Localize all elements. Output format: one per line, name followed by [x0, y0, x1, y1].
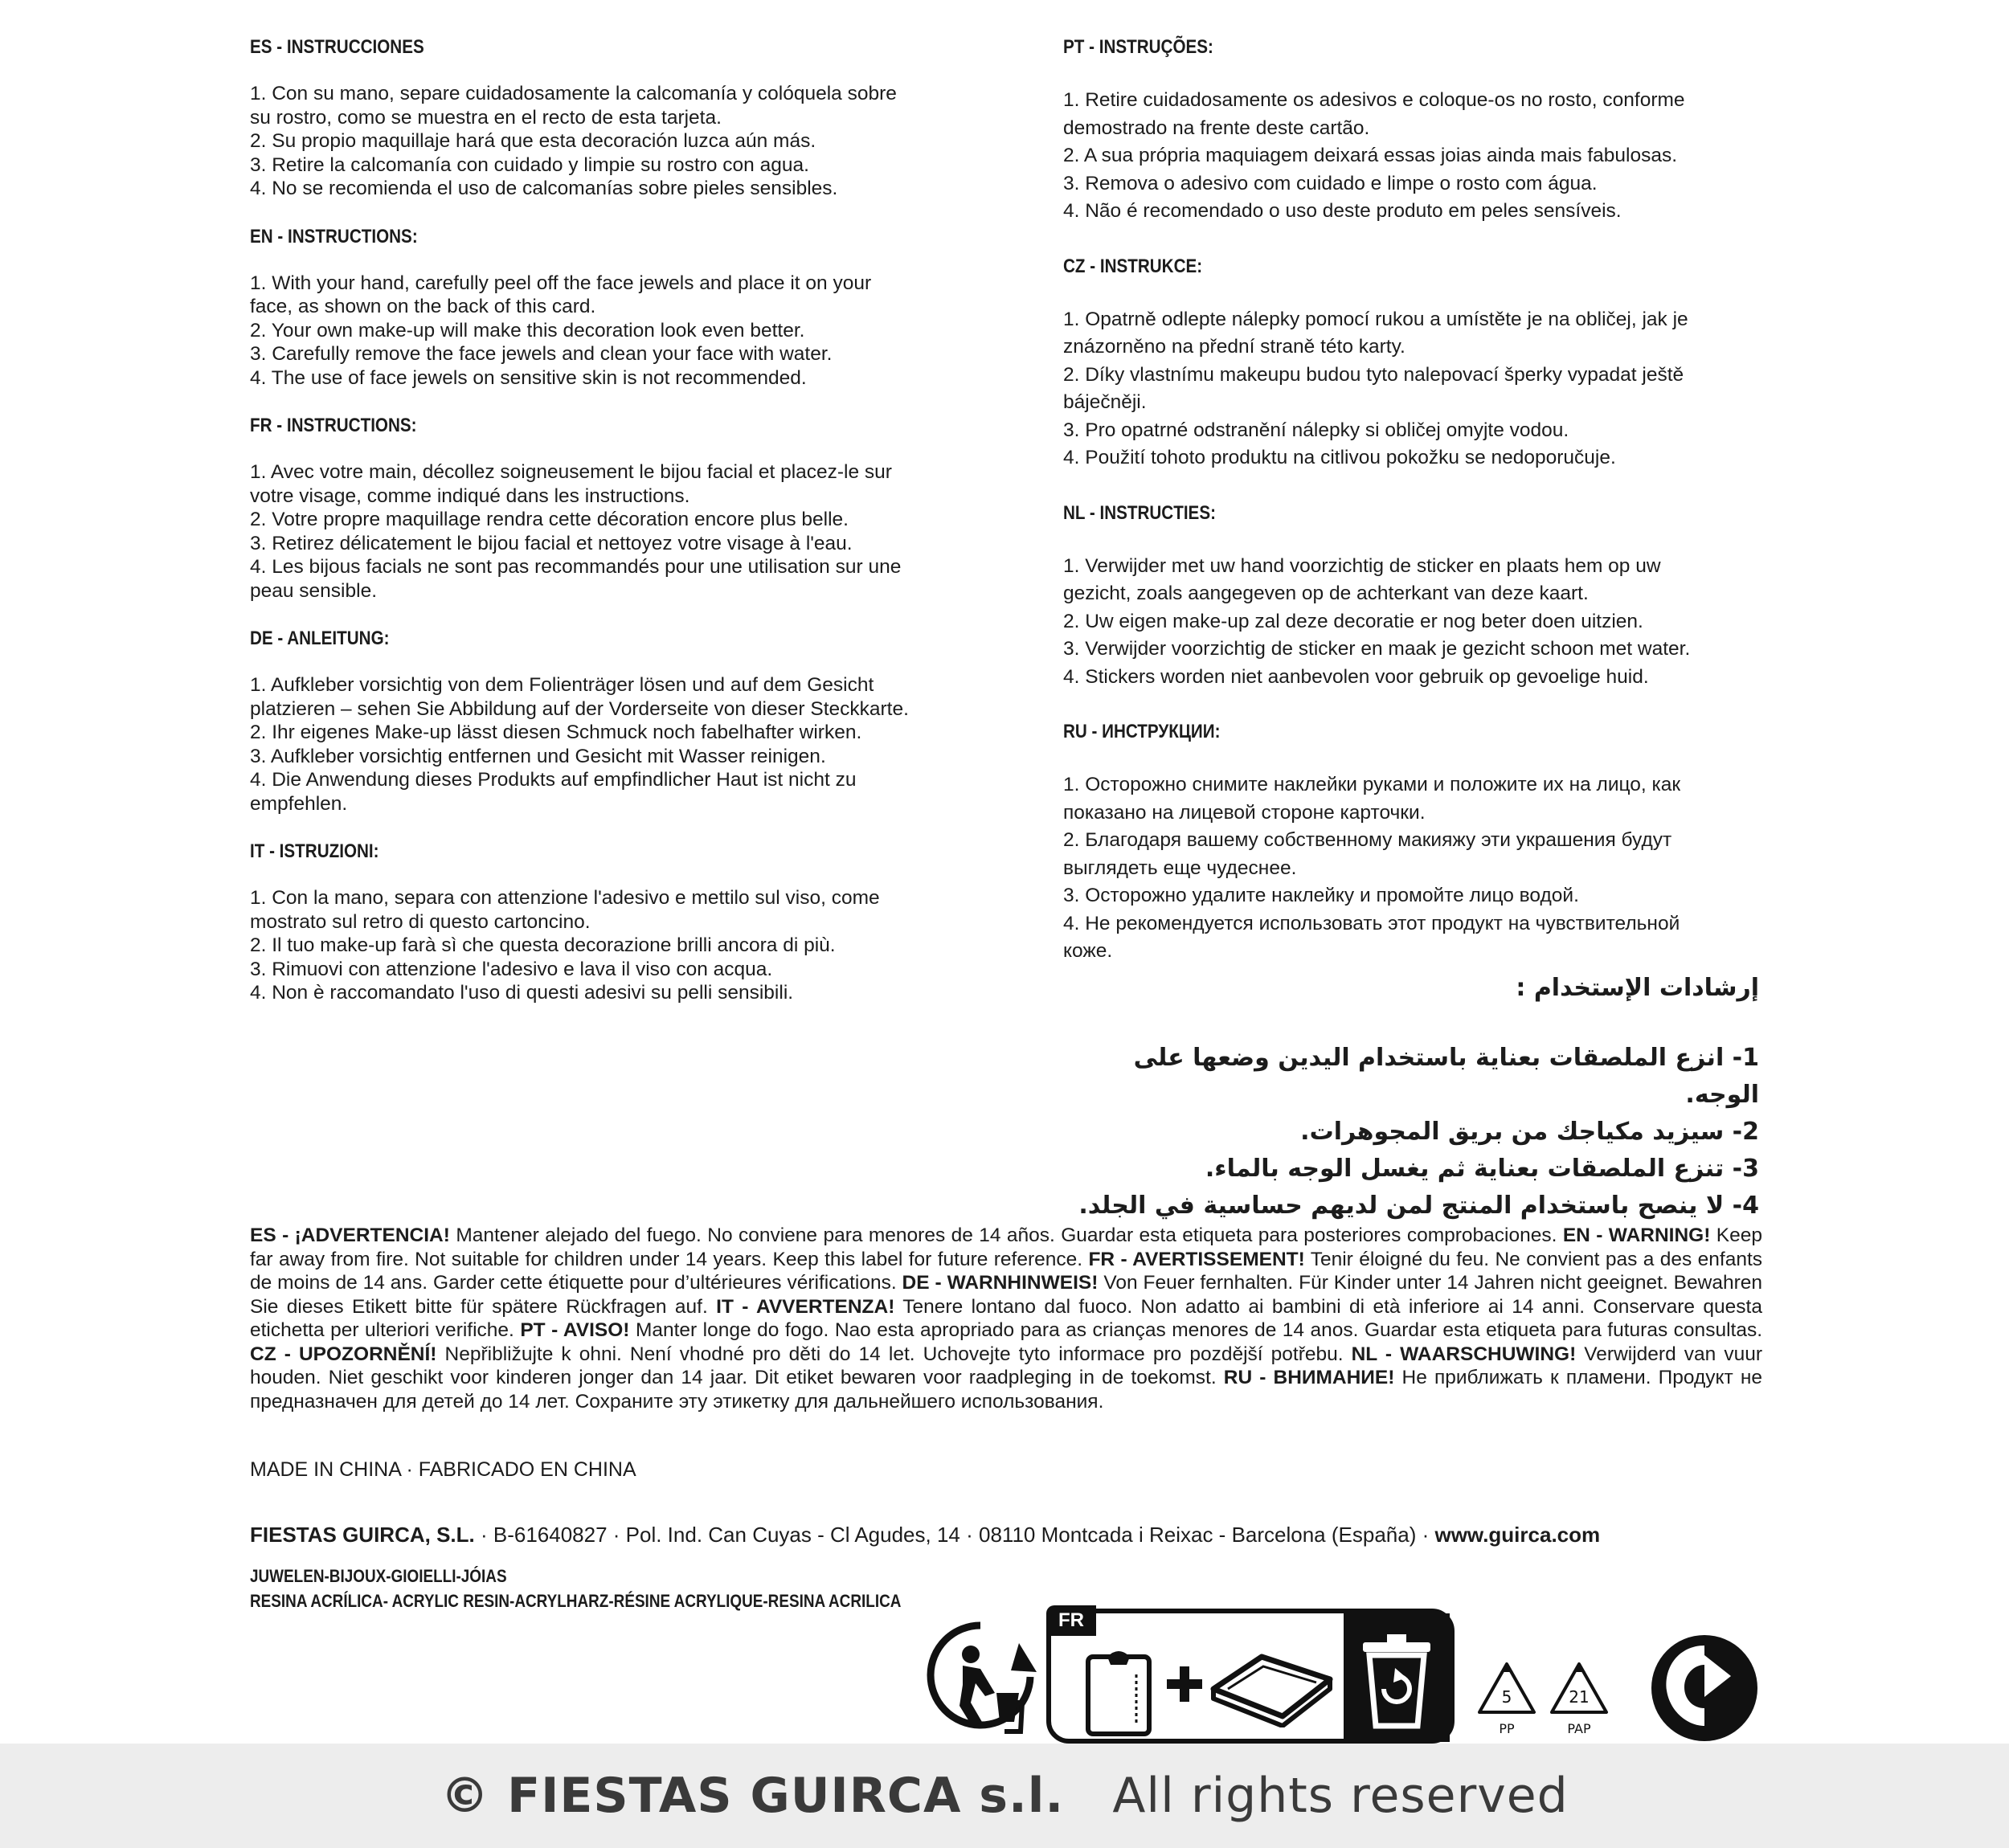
warning-label: CZ - UPOZORNĚNÍ!: [250, 1343, 437, 1365]
section-title: ES - INSTRUCCIONES: [250, 36, 424, 58]
instruction-section: [250, 414, 946, 603]
company-info: [250, 1523, 1600, 1547]
instruction-line: 1. Avec votre main, décollez soigneusement le bijou facial et placez-le sur: [250, 461, 892, 483]
instruction-line: 2. A sua própria maquiagem deixará essas joias ainda mais fabulosas.: [1063, 145, 1678, 166]
instruction-line: выглядеть еще чудеснее.: [1063, 857, 1297, 879]
wrapper-icon: [1205, 1647, 1338, 1727]
company-address: · B-61640827 · Pol. Ind. Can Cuyas - Cl Agudes, 14 · 08110 Montcada i Reixac - Barcelona (España) ·: [474, 1523, 1435, 1547]
instruction-line: показано на лицевой стороне карточки.: [1063, 801, 1426, 824]
section-title: NL - INSTRUCTIES:: [1063, 501, 1216, 524]
warning-label: DE - WARNHINWEIS!: [902, 1272, 1099, 1294]
company-website: www.guirca.com: [1434, 1523, 1601, 1547]
instruction-section: [250, 225, 946, 390]
section-body: [1063, 553, 1759, 692]
warning-label: IT - AVVERTENZA!: [716, 1295, 895, 1318]
instruction-line: 2. Il tuo make-up farà sì che questa decorazione brilli ancora di più.: [250, 934, 836, 956]
instruction-line: 2. Your own make-up will make this decoration look even better.: [250, 319, 805, 341]
instruction-line: znázorněno na přední straně této karty.: [1063, 336, 1405, 358]
section-title: PT - INSTRUÇÕES:: [1063, 36, 1213, 58]
made-in-text: MADE IN CHINA · FABRICADO EN CHINA: [250, 1458, 636, 1481]
pap-number: 21: [1569, 1687, 1590, 1707]
instruction-section: [1063, 720, 1759, 966]
instruction-line: votre visage, comme indiqué dans les instructions.: [250, 484, 690, 507]
section-title: CZ - INSTRUKCE:: [1063, 255, 1203, 277]
section-body: [250, 886, 946, 1005]
copyright-text: [440, 1768, 1569, 1824]
instruction-line: 1. Con su mano, separe cuidadosamente la calcomanía y colóquela sobre: [250, 83, 897, 104]
warnings-paragraph: [250, 1224, 1762, 1413]
warning-text: Verwijderd van vuur houden. Niet geschikt voor kinderen jonger dan 14 jaar. Dit etiket bewaren voor raadpleging in de toekomst.: [250, 1343, 1762, 1388]
instruction-line: 3. Rimuovi con attenzione l'adesivo e lava il viso con acqua.: [250, 958, 773, 980]
instruction-line: 2. Uw eigen make-up zal deze decoratie er nog beter doen uitzien.: [1063, 610, 1643, 632]
clipboard-icon: [1083, 1646, 1154, 1738]
copyright-rights: All rights reserved: [1112, 1768, 1569, 1824]
materials-block: [250, 1564, 901, 1613]
pap-label: PAP: [1567, 1721, 1591, 1736]
instruction-line: 3. Pro opatrné odstranění nálepky si obličej omyjte vodou.: [1063, 419, 1569, 441]
warning-text: Nepřibližujte k ohni. Není vhodné pro děti do 14 let. Uchovejte tyto informace pro pozdější potřebu.: [436, 1343, 1352, 1365]
instruction-line: 4. Não é recomendado o uso deste produto em peles sensíveis.: [1063, 200, 1622, 222]
instruction-line: mostrato sul retro di questo cartoncino.: [250, 910, 591, 933]
instruction-line: 2. Votre propre maquillage rendra cette décoration encore plus belle.: [250, 509, 849, 530]
fr-label: FR: [1046, 1605, 1096, 1636]
section-title: FR - INSTRUCTIONS:: [250, 415, 417, 436]
warning-text: Не приближать к пламени. Продукт не предназначен для детей до 14 лет. Сохраните эту этикетку для дальнейшего использования.: [250, 1367, 1762, 1413]
instruction-line: 2. Благодаря вашему собственному макияжу эти украшения будут: [1063, 829, 1672, 851]
instruction-line: platzieren – sehen Sie Abbildung auf der Vorderseite von dieser Steckkarte.: [250, 697, 909, 720]
warning-label: ES - ¡ADVERTENCIA!: [250, 1225, 450, 1246]
instruction-line: peau sensible.: [250, 579, 378, 602]
section-body: [250, 272, 946, 390]
instructions-right-column: [1063, 35, 1759, 995]
instruction-line: 4. Les bijous facials ne sont pas recommandés pour une utilisation sur une: [250, 556, 902, 578]
warning-label: RU - ВНИМАНИЕ!: [1223, 1367, 1395, 1388]
instruction-line: empfehlen.: [250, 792, 348, 815]
green-dot-icon: [1647, 1631, 1761, 1745]
instructions-left-column: [250, 35, 946, 1029]
arabic-line: 2- سيزيد مكياجك من بريق المجوهرات.: [1300, 1118, 1759, 1146]
recycle-bin-icon: [1358, 1631, 1435, 1736]
instruction-line: 1. Con la mano, separa con attenzione l'adesivo e mettilo sul viso, come: [250, 887, 880, 909]
section-body: [250, 673, 946, 816]
instruction-line: báječněji.: [1063, 391, 1147, 413]
warning-text: Tenir éloigné du feu. Ne convient pas a des enfants de moins de 14 ans. Garder cette étiquette pour d’ultérieures vérifications.: [250, 1248, 1762, 1294]
section-body: [250, 82, 946, 201]
company-name: FIESTAS GUIRCA, S.L.: [250, 1523, 475, 1547]
warning-label: NL - WAARSCHUWING!: [1351, 1343, 1577, 1365]
instruction-section: [250, 35, 946, 201]
section-title: DE - ANLEITUNG:: [250, 628, 390, 649]
instruction-line: 3. Carefully remove the face jewels and clean your face with water.: [250, 343, 833, 365]
warning-text: Manter longe do fogo. Nao esta apropriado para as crianças menores de 14 anos. Guardar esta etiqueta para futuras consultas.: [629, 1319, 1762, 1341]
instruction-line: 1. Opatrně odlepte nálepky pomocí rukou a umístěte je na obličej, jak je: [1063, 308, 1688, 330]
instruction-line: su rostro, como se muestra en el recto de esta tarjeta.: [250, 106, 722, 129]
section-body: [1063, 306, 1759, 472]
warning-text: Mantener alejado del fuego. No conviene para menores de 14 años. Guardar esta etiqueta para posteriores comprobaciones.: [449, 1225, 1563, 1246]
instruction-line: 2. Ihr eigenes Make-up lässt diesen Schmuck noch fabelhafter wirken.: [250, 722, 862, 743]
pp-number: 5: [1501, 1687, 1512, 1707]
instruction-line: 4. Použití tohoto produktu na citlivou pokožku se nedoporučuje.: [1063, 447, 1616, 468]
instruction-line: 4. The use of face jewels on sensitive skin is not recommended.: [250, 366, 807, 389]
arabic-line: 4- لا ينصح باستخدام المنتج لمن لديهم حساسية في الجلد.: [1078, 1192, 1759, 1220]
instruction-line: 3. Retirez délicatement le bijou facial et nettoyez votre visage à l'eau.: [250, 532, 853, 554]
section-title: EN - INSTRUCTIONS:: [250, 225, 418, 247]
materials-line: JUWELEN-BIJOUX-GIOIELLI-JÓIAS: [250, 1566, 507, 1586]
instruction-line: 1. With your hand, carefully peel off the face jewels and place it on your: [250, 272, 872, 294]
tidyman-icon: [924, 1619, 1037, 1740]
arabic-instructions: [1063, 972, 1759, 1225]
instruction-line: 2. Díky vlastnímu makeupu budou tyto nalepovací šperky vypadat ještě: [1063, 363, 1684, 386]
instruction-line: 1. Aufkleber vorsichtig von dem Folienträger lösen und auf dem Gesicht: [250, 674, 874, 696]
section-body: [1063, 87, 1759, 226]
pp-label: PP: [1499, 1721, 1515, 1736]
materials-line: RESINA ACRÍLICA- ACRYLIC RESIN-ACRYLHARZ-RÉSINE ACRYLIQUE-RESINA ACRILICA: [250, 1591, 902, 1611]
warning-label: FR - AVERTISSEMENT!: [1088, 1248, 1305, 1270]
instruction-line: 1. Осторожно снимите наклейки руками и положите их на лицо, как: [1063, 774, 1681, 795]
instruction-section: [1063, 501, 1759, 692]
instruction-section: [1063, 35, 1759, 226]
section-body: [250, 460, 946, 603]
instruction-section: [250, 627, 946, 816]
instruction-section: [250, 840, 946, 1005]
instruction-line: 3. Retire la calcomanía con cuidado y limpie su rostro con agua.: [250, 153, 809, 176]
instruction-line: 4. Stickers worden niet aanbevolen voor gebruik op gevoelige huid.: [1063, 665, 1649, 688]
instruction-line: 1. Retire cuidadosamente os adesivos e coloque-os no rosto, conforme: [1063, 89, 1685, 111]
instruction-line: demostrado na frente deste cartão.: [1063, 117, 1370, 139]
warning-text: Keep far away from fire. Not suitable for children under 14 years. Keep this label for future reference.: [250, 1225, 1762, 1270]
instruction-line: 3. Осторожно удалите наклейку и промойте лицо водой.: [1063, 885, 1579, 906]
arabic-line: 1- انزع الملصقات بعناية باستخدام اليدين وضعها على الوجه.: [1133, 1044, 1759, 1109]
instruction-line: 4. Die Anwendung dieses Produkts auf empfindlicher Haut ist nicht zu: [250, 769, 857, 791]
instruction-section: [1063, 255, 1759, 472]
instruction-line: face, as shown on the back of this card.: [250, 296, 596, 317]
instruction-line: 2. Su propio maquillaje hará que esta decoración luzca aún más.: [250, 130, 816, 152]
instruction-line: 3. Aufkleber vorsichtig entfernen und Gesicht mit Wasser reinigen.: [250, 745, 826, 767]
pp-recycle-icon: [1475, 1659, 1539, 1740]
arabic-title: إرشادات الإستخدام :: [1516, 974, 1759, 1002]
pap-recycle-icon: [1547, 1659, 1611, 1740]
instruction-line: 1. Verwijder met uw hand voorzichtig de sticker en plaats hem op uw: [1063, 554, 1661, 577]
section-title: RU - ИНСТРУКЦИИ:: [1063, 721, 1221, 742]
warning-label: EN - WARNING!: [1562, 1225, 1711, 1246]
instruction-line: 4. Не рекомендуется использовать этот продукт на чувствительной: [1063, 912, 1680, 934]
instruction-line: 4. No se recomienda el uso de calcomanías sobre pieles sensibles.: [250, 178, 838, 199]
instruction-line: коже.: [1063, 940, 1113, 962]
warning-label: PT - AVISO!: [520, 1319, 630, 1341]
plus-icon: [1164, 1663, 1205, 1705]
instruction-line: 3. Remova o adesivo com cuidado e limpe o rosto com água.: [1063, 172, 1598, 194]
instruction-line: gezicht, zoals aangegeven op de achterkant van deze kaart.: [1063, 583, 1589, 604]
instruction-line: 4. Non è raccomandato l'uso di questi adesivi su pelli sensibili.: [250, 982, 794, 1004]
copyright-footer: [0, 1744, 2009, 1848]
warning-text: Von Feuer fernhalten. Für Kinder unter 14 Jahren nicht geeignet. Bewahren Sie dieses Etikett bitte für spätere Rückfragen auf.: [250, 1272, 1763, 1318]
warning-text: Tenere lontano dal fuoco. Non adatto ai bambini di età inferiore ai 14 anni. Conservare questa etichetta per ulteriori verifiche.: [250, 1295, 1762, 1341]
section-body: [1063, 771, 1759, 966]
instruction-line: 3. Verwijder voorzichtig de sticker en maak je gezicht schoon met water.: [1063, 638, 1691, 660]
arabic-line: 3- تنزع الملصقات بعناية ثم يغسل الوجه بالماء.: [1205, 1155, 1759, 1183]
copyright-brand: © FIESTAS GUIRCA s.l.: [440, 1768, 1065, 1824]
section-title: IT - ISTRUZIONI:: [250, 840, 379, 862]
